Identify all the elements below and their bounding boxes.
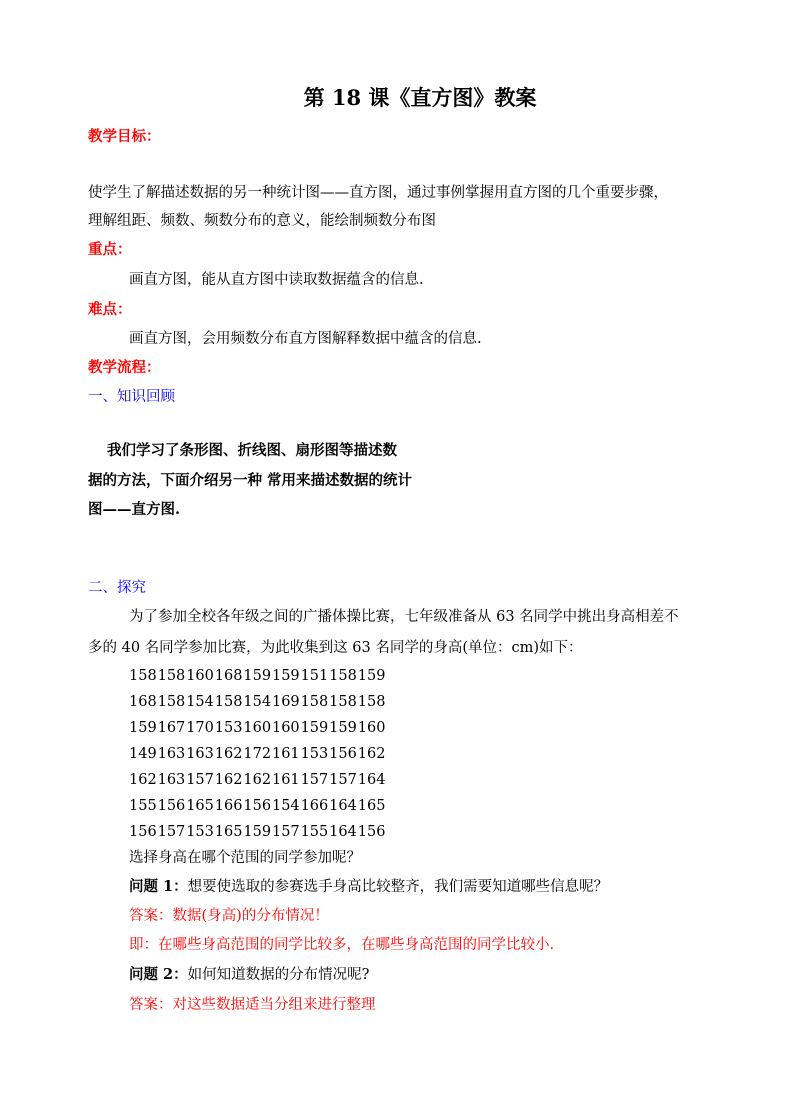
height-row [129, 744, 386, 764]
height-value: 156 [157, 798, 186, 814]
height-value: 157 [186, 772, 214, 788]
height-value: 154 [243, 694, 272, 710]
height-value: 154 [271, 798, 300, 814]
height-value: 172 [243, 746, 272, 762]
height-value: 156 [243, 798, 272, 814]
difficulty-text: 画直方图，会用频数分布直方图解释数据中蕴含的信息. [129, 331, 482, 347]
height-value: 163 [157, 772, 186, 788]
height-row [129, 666, 386, 686]
height-value: 163 [186, 746, 214, 762]
page-title: 第 18 课《直方图》教案 [303, 85, 537, 110]
height-value: 168 [214, 668, 243, 684]
height-value: 169 [271, 694, 300, 710]
height-value: 166 [214, 798, 243, 814]
height-value: 162 [129, 772, 157, 788]
explore-text-line-2: 多的 40 名同学参加比赛，为此收集到这 63 名同学的身高(单位：cm)如下： [88, 640, 583, 656]
height-value: 158 [129, 668, 157, 684]
objectives-heading: 教学目标： [88, 128, 161, 145]
height-value: 167 [157, 720, 186, 736]
choose-question: 选择身高在哪个范围的同学参加呢？ [129, 850, 361, 866]
height-value: 168 [129, 694, 157, 710]
objectives-text-line-2: 理解组距、频数、频数分布的意义，能绘制频数分布图 [88, 213, 436, 229]
height-value: 155 [129, 798, 157, 814]
height-value: 170 [186, 720, 214, 736]
height-value: 155 [300, 824, 329, 840]
height-value: 162 [243, 772, 272, 788]
height-value: 153 [300, 746, 329, 762]
height-value: 165 [186, 798, 214, 814]
height-row [129, 822, 386, 842]
part1-heading: 一、知识回顾 [88, 389, 175, 405]
height-value: 156 [129, 824, 157, 840]
height-value: 159 [357, 668, 386, 684]
answer-1-line-1: 答案：数据(身高)的分布情况！ [129, 908, 329, 924]
height-value: 166 [300, 798, 329, 814]
height-value: 161 [271, 746, 300, 762]
height-value: 151 [300, 668, 329, 684]
key-point-heading: 重点： [88, 241, 132, 258]
question-2-text: 如何知道数据的分布情况呢? [187, 967, 370, 983]
key-point-text: 画直方图，能从直方图中读取数据蕴含的信息. [129, 272, 424, 288]
height-value: 153 [214, 720, 243, 736]
height-row [129, 770, 386, 790]
question-1 [129, 877, 608, 897]
height-value: 162 [214, 772, 243, 788]
height-value: 160 [357, 720, 386, 736]
height-value: 161 [271, 772, 300, 788]
answer-1-line-2: 即：在哪些身高范围的同学比较多，在哪些身高范围的同学比较小. [129, 937, 555, 953]
height-value: 164 [329, 824, 357, 840]
height-value: 154 [186, 694, 214, 710]
height-row [129, 692, 386, 712]
height-value: 158 [157, 668, 186, 684]
height-value: 149 [129, 746, 157, 762]
process-heading: 教学流程： [88, 359, 161, 376]
height-value: 156 [329, 746, 357, 762]
question-2 [129, 965, 369, 985]
answer-2: 答案：对这些数据适当分组来进行整理 [129, 997, 376, 1013]
height-value: 158 [329, 694, 357, 710]
question-1-label: 问题 1： [129, 878, 188, 895]
height-value: 159 [243, 668, 272, 684]
height-value: 156 [357, 824, 386, 840]
height-value: 162 [357, 746, 386, 762]
height-row [129, 796, 386, 816]
height-value: 160 [186, 668, 214, 684]
height-value: 157 [157, 824, 186, 840]
height-value: 165 [357, 798, 386, 814]
objectives-text-line-1: 使学生了解描述数据的另一种统计图——直方图，通过事例掌握用直方图的几个重要步骤， [88, 185, 668, 201]
height-value: 159 [129, 720, 157, 736]
height-value: 165 [214, 824, 243, 840]
height-value: 157 [271, 824, 300, 840]
difficulty-heading: 难点： [88, 301, 132, 318]
height-value: 158 [300, 694, 329, 710]
height-value: 162 [214, 746, 243, 762]
question-2-label: 问题 2： [129, 966, 188, 983]
height-value: 157 [329, 772, 357, 788]
height-value: 164 [329, 798, 357, 814]
height-value: 160 [271, 720, 300, 736]
height-value: 160 [243, 720, 272, 736]
height-value: 159 [300, 720, 329, 736]
review-text-line-2: 据的方法，下面介绍另一种 常用来描述数据的统计 [88, 472, 413, 489]
height-value: 153 [186, 824, 214, 840]
height-value: 159 [271, 668, 300, 684]
height-value: 158 [157, 694, 186, 710]
height-value: 164 [357, 772, 386, 788]
height-value: 158 [357, 694, 386, 710]
part2-heading: 二、探究 [88, 580, 146, 596]
height-value: 158 [214, 694, 243, 710]
height-value: 158 [329, 668, 357, 684]
height-row [129, 718, 386, 738]
height-value: 159 [243, 824, 272, 840]
height-value: 157 [300, 772, 329, 788]
height-value: 159 [329, 720, 357, 736]
review-text-line-3: 图——直方图. [88, 501, 181, 518]
question-1-text: 想要使选取的参赛选手身高比较整齐，我们需要知道哪些信息呢？ [187, 879, 609, 895]
explore-text-line-1: 为了参加全校各年级之间的广播体操比赛，七年级准备从 63 名同学中挑出身高相差不 [129, 609, 679, 625]
height-value: 163 [157, 746, 186, 762]
review-text-line-1: 我们学习了条形图、折线图、扇形图等描述数 [107, 442, 397, 459]
